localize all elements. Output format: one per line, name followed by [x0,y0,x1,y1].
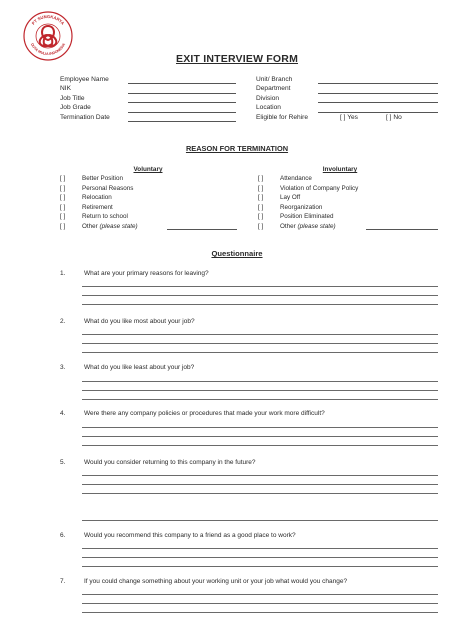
logo-bottom-text: DUTA MULIA INDONESIA [29,42,67,57]
termination-date-line[interactable] [128,121,236,122]
answer-line[interactable] [82,352,438,353]
answer-line[interactable] [82,548,438,549]
checkbox-item[interactable]: [ ] Attendance [258,175,312,182]
checkbox-item[interactable]: [ ] Violation of Company Policy [258,184,359,192]
answer-line[interactable] [82,390,438,391]
involuntary-other-line[interactable] [366,229,438,230]
answer-line[interactable] [82,594,438,595]
field-label: Employee Name [60,76,109,83]
checkbox-item[interactable]: [ ] Retirement [60,203,113,211]
question-number: 3. [60,364,66,371]
question-number: 5. [60,459,66,466]
division-line[interactable] [318,102,438,103]
question-number: 1. [60,270,66,277]
question-number: 6. [60,532,66,539]
checkbox-item[interactable]: [ ] Reorganization [258,203,323,211]
field-label: Job Title [60,95,85,102]
checkbox-item-other[interactable]: [ ] Other (please state) [258,222,336,230]
rehire-no-checkbox[interactable]: [ ] No [386,114,402,121]
question-text: If you could change something about your working unit or your job what would you change? [84,578,348,585]
field-label: NIK [60,85,71,92]
involuntary-heading: Involuntary [322,166,358,173]
location-line[interactable] [318,112,438,113]
answer-line[interactable] [82,566,438,567]
answer-line[interactable] [82,381,438,382]
answer-line[interactable] [82,557,438,558]
checkbox-item[interactable]: [ ] Relocation [60,194,112,202]
question-text: What do you like least about your job? [84,364,195,371]
department-line[interactable] [318,93,438,94]
reason-section-title: REASON FOR TERMINATION [185,144,289,153]
question-text: What do you like most about your job? [84,318,195,325]
answer-line[interactable] [82,475,438,476]
answer-line[interactable] [82,343,438,344]
checkbox-item[interactable]: [ ] Return to school [60,213,128,221]
field-label: Location [256,104,281,111]
job-grade-line[interactable] [128,112,236,113]
voluntary-list [60,174,138,232]
answer-line[interactable] [82,295,438,296]
field-label: Job Grade [60,104,91,111]
answer-line[interactable] [82,436,438,437]
voluntary-heading: Voluntary [133,166,163,173]
question-number: 7. [60,578,66,585]
answer-line[interactable] [82,520,438,521]
question-text: Would you recommend this company to a friend as a good place to work? [84,532,296,539]
field-label: Division [256,95,280,102]
field-label: Unit/ Branch [256,76,293,83]
logo-top-text: PT SUNGKARYA [30,13,66,26]
unit-branch-line[interactable] [318,83,438,84]
answer-line[interactable] [82,484,438,485]
answer-line[interactable] [82,399,438,400]
question-text: Would you consider returning to this company in the future? [84,459,256,466]
checkbox-item[interactable]: [ ] Better Position [60,175,123,182]
questionnaire-title: Questionnaire [211,249,263,258]
checkbox-item[interactable]: [ ] Personal Reasons [60,184,134,192]
checkbox-item-other[interactable]: [ ] Other (please state) [60,222,138,230]
nik-line[interactable] [128,93,236,94]
answer-line[interactable] [82,334,438,335]
involuntary-list [258,174,358,232]
form-title: EXIT INTERVIEW FORM [175,53,299,65]
answer-line[interactable] [82,286,438,287]
field-label: Department [256,85,291,92]
question-text: Were there any company policies or procedures that made your work more difficult? [84,410,325,417]
answer-line[interactable] [82,304,438,305]
job-title-line[interactable] [128,102,236,103]
answer-line[interactable] [82,612,438,613]
rehire-yes-checkbox[interactable]: [ ] Yes [340,114,358,121]
question-text: What are your primary reasons for leaving? [84,270,209,277]
question-number: 2. [60,318,66,325]
answer-line[interactable] [82,493,438,494]
field-label: Termination Date [60,114,110,121]
question-number: 4. [60,410,66,417]
checkbox-item[interactable]: [ ] Lay Off [258,194,301,202]
answer-line[interactable] [82,427,438,428]
employee-name-line[interactable] [128,83,236,84]
voluntary-other-line[interactable] [167,229,237,230]
answer-line[interactable] [82,603,438,604]
field-label: Eligible for Rehire [256,114,309,121]
answer-line[interactable] [82,445,438,446]
checkbox-item[interactable]: [ ] Position Eliminated [258,213,334,221]
